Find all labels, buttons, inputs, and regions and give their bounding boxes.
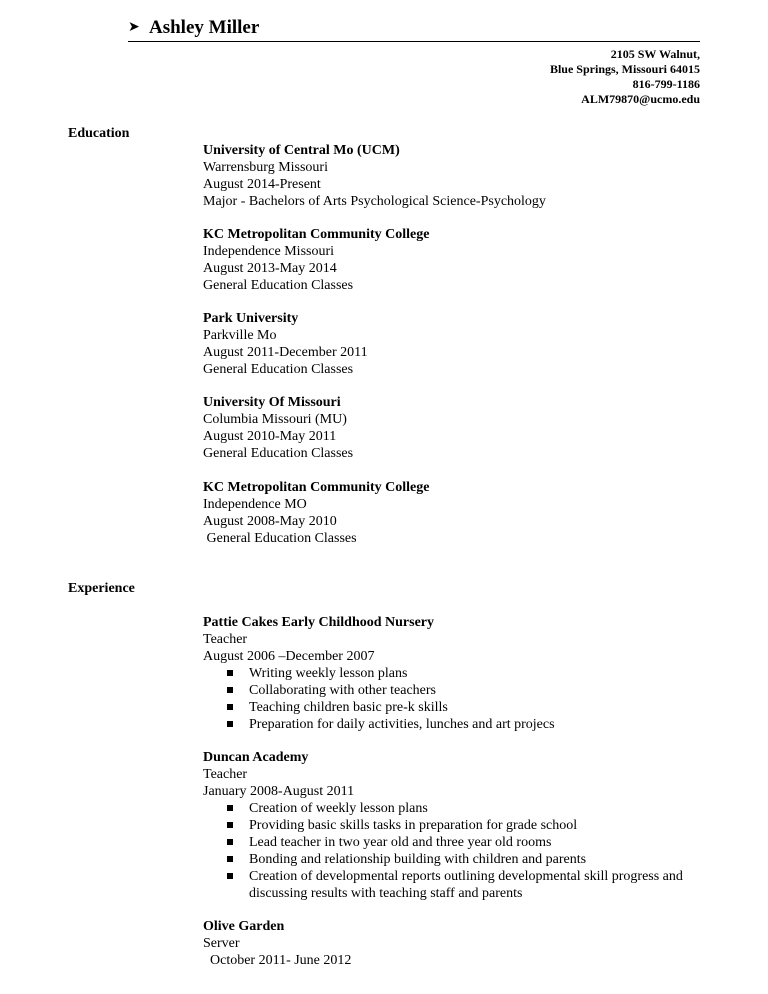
school-name: University Of Missouri [203,395,341,410]
duty-text: Lead teacher in two year old and three year old rooms [249,835,552,850]
square-bullet-icon [227,856,233,862]
school-dates: August 2008-May 2010 [203,514,337,529]
employer-name: Olive Garden [203,919,285,934]
experience-heading: Experience [68,581,135,596]
job-dates: January 2008-August 2011 [203,784,355,799]
employer-name: Duncan Academy [203,750,309,765]
school-location: Parkville Mo [203,328,277,343]
duty-text: Creation of developmental reports outlining developmental skill progress and discussing results with teaching staff and parents [249,869,683,901]
school-dates: August 2010-May 2011 [203,429,337,444]
duty-text: Collaborating with other teachers [249,683,436,698]
experience-entry [203,749,703,902]
duties-list [203,800,703,902]
education-entry [203,310,723,378]
duty-item [203,716,723,733]
phone-number: 816-799-1186 [632,77,700,91]
duty-item [203,682,723,699]
school-location: Columbia Missouri (MU) [203,412,347,427]
square-bullet-icon [227,704,233,710]
job-role: Teacher [203,767,248,782]
duties-list [203,665,723,733]
square-bullet-icon [227,822,233,828]
job-role: Server [203,936,240,951]
school-name: University of Central Mo (UCM) [203,143,400,158]
duty-item [203,800,703,817]
education-entry [203,479,723,547]
applicant-name: Ashley Miller [149,17,260,38]
experience-entry [203,614,723,733]
square-bullet-icon [227,721,233,727]
duty-item [203,817,703,834]
duty-text: Bonding and relationship building with children and parents [249,852,587,867]
square-bullet-icon [227,687,233,693]
school-name: Park University [203,311,299,326]
job-role: Teacher [203,632,248,647]
education-entry [203,142,723,210]
duty-item [203,868,703,902]
square-bullet-icon [227,670,233,676]
email-address: ALM79870@ucmo.edu [581,92,700,106]
school-dates: August 2011-December 2011 [203,345,368,360]
school-location: Independence Missouri [203,244,335,259]
arrow-bullet-icon: ➤ [128,20,140,35]
school-location: Warrensburg Missouri [203,160,328,175]
experience-entry [203,918,723,969]
school-dates: August 2014-Present [203,177,321,192]
duty-text: Preparation for daily activities, lunches and art projecs [249,717,555,732]
job-dates: August 2006 –December 2007 [203,649,375,664]
square-bullet-icon [227,805,233,811]
school-location: Independence MO [203,497,307,512]
education-entry [203,394,723,462]
school-name: KC Metropolitan Community College [203,227,430,242]
duty-text: Teaching children basic pre-k skills [249,700,448,715]
school-detail: Major - Bachelors of Arts Psychological Science-Psychology [203,194,546,209]
duty-text: Creation of weekly lesson plans [249,801,428,816]
duty-item [203,851,703,868]
duty-text: Providing basic skills tasks in preparation for grade school [249,818,578,833]
duty-item [203,699,723,716]
job-dates: October 2011- June 2012 [203,953,352,968]
school-detail: General Education Classes [203,531,357,546]
square-bullet-icon [227,873,233,879]
education-entry [203,226,723,294]
school-detail: General Education Classes [203,446,354,461]
school-detail: General Education Classes [203,278,354,293]
school-dates: August 2013-May 2014 [203,261,337,276]
street-address: 2105 SW Walnut, [610,47,700,61]
employer-name: Pattie Cakes Early Childhood Nursery [203,615,434,630]
duty-item [203,834,703,851]
duty-text: Writing weekly lesson plans [249,666,408,681]
contact-address [550,47,700,107]
square-bullet-icon [227,839,233,845]
city-state-zip: Blue Springs, Missouri 64015 [549,62,700,76]
resume-header [128,17,700,42]
duty-item [203,665,723,682]
school-detail: General Education Classes [203,362,354,377]
school-name: KC Metropolitan Community College [203,480,430,495]
education-heading: Education [68,126,130,141]
